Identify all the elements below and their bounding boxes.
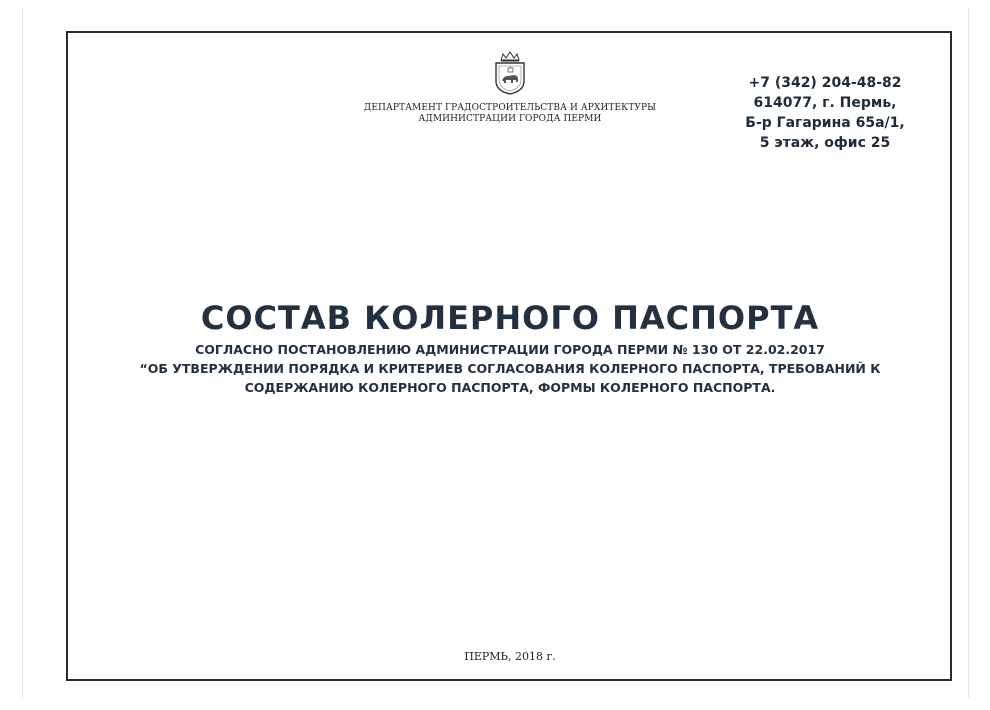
footer-place-year: ПЕРМЬ, 2018 г.: [464, 650, 556, 663]
department-line-1: ДЕПАРТАМЕНТ ГРАДОСТРОИТЕЛЬСТВА И АРХИТЕКТУРЫ: [363, 103, 657, 113]
subtitle-line-1: СОГЛАСНО ПОСТАНОВЛЕНИЮ АДМИНИСТРАЦИИ ГОРОДА ПЕРМИ № 130 ОТ 22.02.2017: [195, 342, 825, 357]
page-edge-left: [22, 8, 23, 698]
contact-postal: 614077, г. Пермь,: [753, 95, 897, 111]
page-edge-right: [968, 8, 969, 698]
subtitle-line-2: “ОБ УТВЕРЖДЕНИИ ПОРЯДКА И КРИТЕРИЕВ СОГЛАСОВАНИЯ КОЛЕРНОГО ПАСПОРТА, ТРЕБОВАНИЙ К: [139, 361, 881, 376]
contact-phone: +7 (342) 204-48-82: [748, 75, 902, 91]
document-subtitle: [110, 340, 910, 397]
department-name: [330, 103, 690, 125]
contact-block: [730, 73, 920, 153]
perm-coat-of-arms-icon: [493, 51, 527, 95]
contact-street: Б-р Гагарина 65а/1,: [745, 115, 905, 131]
department-line-2: АДМИНИСТРАЦИИ ГОРОДА ПЕРМИ: [418, 114, 602, 124]
document-title: СОСТАВ КОЛЕРНОГО ПАСПОРТА: [200, 299, 820, 337]
subtitle-line-3: СОДЕРЖАНИЮ КОЛЕРНОГО ПАСПОРТА, ФОРМЫ КОЛЕРНОГО ПАСПОРТА.: [244, 380, 776, 395]
contact-office: 5 этаж, офис 25: [759, 135, 891, 151]
